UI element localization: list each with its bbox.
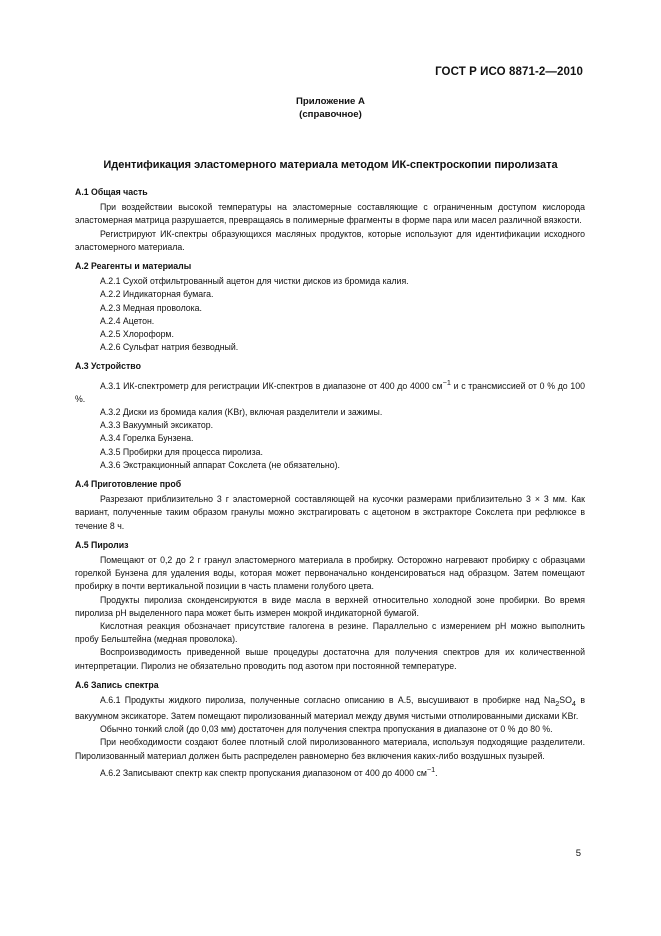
list-item: А.2.5 Хлороформ. [100, 329, 174, 340]
paragraph: При необходимости создают более плотный слой пиролизованного материала, используя подходящие разделители. Пиролизованный материал должен быть распределен равномерно без включения каких-либо воздушных пузырей. [75, 737, 585, 761]
document-id-header: ГОСТ Р ИСО 8871-2—2010 [435, 66, 583, 78]
section-heading: А.1 Общая часть [75, 187, 148, 197]
paragraph: А.6.2 Записывают спектр как спектр пропускания диапазоном от 400 до 4000 $см^{-1}$. [100, 764, 438, 778]
paragraph: Воспроизводимость приведенной выше процедуры достаточна для получения спектров для их количественной интерпретации. Пиролиз не обязательно проводить под азотом при постоянной температуре. [75, 647, 585, 671]
paragraph: Продукты пиролиза сконденсируются в виде масла в верхней относительно холодной зоне пробирки. Во время пиролиза pH выделенного пара может быть измерен мокрой индикаторной бумагой. [75, 594, 585, 618]
appendix-title: Приложение А [296, 96, 365, 107]
paragraph: Кислотная реакция обозначает присутствие галогена в резине. Параллельно с измерением pH можно выполнить пробу Бельштейна (медная проволока). [75, 621, 585, 645]
paragraph: Помещают от 0,2 до 2 г гранул эластомерного материала в пробирку. Осторожно нагревают пробирку с образцами горелкой Бунзена для удаления воды, которая может первоначально конденсироваться над образцом. Затем помещают пробирку в почти вертикальной позиции в часть пламени голубого цвета. [75, 554, 585, 592]
paragraph: А.6.1 Продукты жидкого пиролиза, полученные согласно описанию в А.5, высушивают в пробирке над $Na_2SO_4$ в вакуумном эксикаторе. Затем помещают пиролизованный материал между двумя чистыми отполированными дисками KBr. [75, 695, 585, 721]
list-item: А.2.3 Медная проволока. [100, 302, 202, 313]
appendix-type: (справочное) [299, 109, 362, 120]
page-number: 5 [575, 848, 581, 859]
list-item: А.3.5 Пробирки для процесса пиролиза. [100, 446, 263, 457]
section-heading: А.5 Пиролиз [75, 539, 129, 550]
paragraph: Регистрируют ИК-спектры образующихся масляных продуктов, которые используют для идентификации исходного эластомерного материала. [75, 228, 585, 252]
main-title: Идентификация эластомерного материала методом ИК-спектроскопии пиролизата [103, 159, 558, 171]
list-item: А.2.4 Ацетон. [100, 315, 155, 326]
section-heading: А.4 Приготовление проб [75, 478, 182, 489]
list-item: А.3.6 Экстракционный аппарат Сокслета (не обязательно). [100, 459, 340, 470]
list-item: А.3.3 Вакуумный эксикатор. [100, 420, 214, 431]
section-heading: А.3 Устройство [75, 361, 141, 372]
list-item: А.2.6 Сульфат натрия безводный. [100, 342, 239, 353]
list-item: А.3.1 ИК-спектрометр для регистрации ИК-спектров в диапазоне от 400 до 4000 $см^{-1}$ и с трансмиссией от 0 % до 100 %. [75, 377, 585, 404]
list-item: А.3.2 Диски из бромида калия (KBr), включая разделители и зажимы. [100, 406, 383, 417]
list-item: А.3.4 Горелка Бунзена. [100, 433, 194, 444]
list-item: А.2.1 Сухой отфильтрованный ацетон для чистки дисков из бромида калия. [100, 276, 409, 287]
list-item: А.2.2 Индикаторная бумага. [100, 289, 214, 300]
paragraph: Обычно тонкий слой (до 0,03 мм) достаточен для получения спектра пропускания в диапазоне от 0 % до 80 %. [100, 724, 553, 735]
section-heading: А.2 Реагенты и материалы [75, 261, 192, 272]
appendix-heading [0, 95, 661, 121]
paragraph: Разрезают приблизительно 3 г эластомерной составляющей на кусочки размерами приблизительно 3 × 3 мм. Как вариант, полученные таким образом гранулы можно экстрагировать с ацетоном в экстракторе Сокслета при рефлюксе в течение 8 ч. [75, 494, 585, 531]
section-heading: А.6 Запись спектра [75, 679, 159, 690]
paragraph: При воздействии высокой температуры на эластомерные составляющие с ограниченным доступом кислорода эластомерная матрица разрушается, превращаясь в полимерные фрагменты в форме пара или масел различной вязкости. [75, 202, 585, 226]
document-body [75, 182, 585, 780]
